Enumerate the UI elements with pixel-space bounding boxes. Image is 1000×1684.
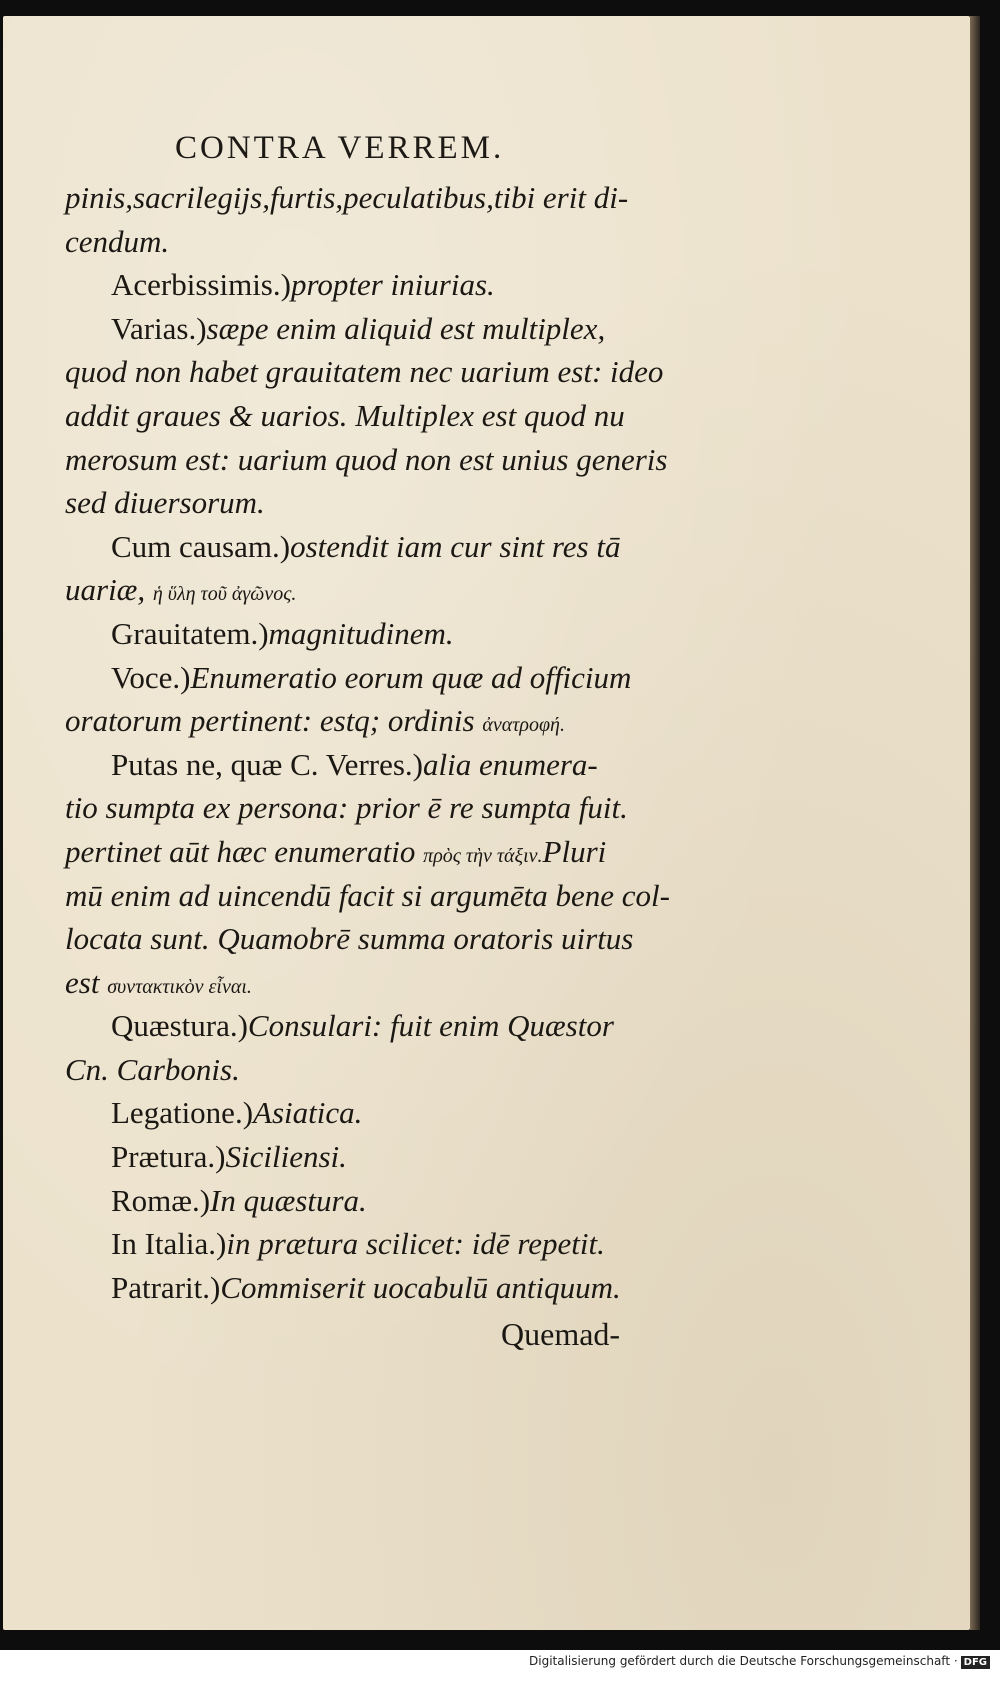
text-line <box>65 1091 705 1135</box>
credit-text: Digitalisierung gefördert durch die Deutsche Forschungsgemeinschaft · <box>529 1654 958 1668</box>
line-text: uariæ, <box>65 572 146 608</box>
line-text: magnitudinem. <box>268 615 454 651</box>
line-text: quod non habet grauitatem nec uarium est: ideo <box>65 354 664 390</box>
line-text: in prætura scilicet: idē repetit. <box>226 1226 605 1262</box>
line-text: mū enim ad uincendū facit si argumēta bene col- <box>65 877 670 913</box>
line-text: sæpe enim aliquid est multiplex, <box>206 310 606 346</box>
running-header: CONTRA VERREM. <box>175 130 505 166</box>
text-line <box>65 350 705 394</box>
text-line <box>65 525 705 569</box>
lemma: Grauitatem.) <box>111 615 269 651</box>
lemma: Acerbissimis.) <box>111 267 291 303</box>
text-line <box>65 438 705 482</box>
text-line <box>65 961 705 1005</box>
text-line <box>65 263 705 307</box>
line-text: addit graues & uarios. Multiplex est quod nu <box>65 397 625 433</box>
lemma: Voce.) <box>111 659 191 695</box>
line-text: cendum. <box>65 223 170 259</box>
text-line <box>65 830 705 874</box>
text-line <box>65 699 705 743</box>
text-line <box>65 917 705 961</box>
greek-phrase: συντακτικὸν εἶναι. <box>107 975 252 998</box>
line-text: Asiatica. <box>253 1095 363 1131</box>
line-text: Consulari: fuit enim Quæstor <box>247 1008 614 1044</box>
book-spine-edge <box>970 16 980 1630</box>
lemma: Legatione.) <box>111 1095 254 1131</box>
line-text: propter iniurias. <box>290 267 495 303</box>
text-line <box>65 743 705 787</box>
line-text: Enumeratio eorum quæ ad officium <box>190 659 632 695</box>
line-text: Cn. Carbonis. <box>65 1051 240 1087</box>
lemma: Putas ne, quæ C. Verres.) <box>111 746 423 782</box>
text-line <box>65 481 705 525</box>
text-line <box>65 176 705 220</box>
lemma: Prætura.) <box>111 1139 226 1175</box>
line-text: In quæstura. <box>210 1182 367 1218</box>
text-line <box>65 394 705 438</box>
text-line <box>65 1179 705 1223</box>
text-line <box>65 1048 705 1092</box>
line-text: alia enumera- <box>422 746 598 782</box>
lemma: Quæstura.) <box>111 1008 248 1044</box>
text-line <box>65 786 705 830</box>
text-line <box>65 1222 705 1266</box>
text-line <box>65 1266 705 1310</box>
line-text: est <box>65 964 100 1000</box>
lemma: Cum causam.) <box>111 528 291 564</box>
line-text: sed diuersorum. <box>65 485 265 521</box>
lemma: In Italia.) <box>111 1226 227 1262</box>
text-line <box>65 656 705 700</box>
book-page <box>3 16 970 1630</box>
line-text: pertinet aūt hæc enumeratio <box>65 833 416 869</box>
line-text-after: Pluri <box>542 833 607 869</box>
catchword: Quemad- <box>501 1316 621 1352</box>
line-text: locata sunt. Quamobrē summa oratoris uirtus <box>65 921 634 957</box>
line-text: oratorum pertinent: estq; ordinis <box>65 703 475 739</box>
text-line <box>65 874 705 918</box>
line-text: ostendit iam cur sint res tā <box>290 528 621 564</box>
line-text: Siciliensi. <box>225 1139 347 1175</box>
text-line <box>65 612 705 656</box>
text-line <box>65 1004 705 1048</box>
greek-phrase: ἀνατροφή. <box>482 714 565 737</box>
line-text: merosum est: uarium quod non est unius generis <box>65 441 668 477</box>
text-line <box>65 568 705 612</box>
greek-phrase: ἡ ὕλη τοῦ ἀγῶνος. <box>152 583 297 606</box>
text-line <box>65 307 705 351</box>
digitization-credit <box>0 1654 990 1669</box>
lemma: Patrarit.) <box>111 1269 221 1305</box>
line-text: tio sumpta ex persona: prior ē re sumpta fuit. <box>65 790 628 826</box>
line-text: Commiserit uocabulū antiquum. <box>220 1269 621 1305</box>
commentary-text <box>65 176 705 1309</box>
text-line <box>65 1135 705 1179</box>
lemma: Varias.) <box>111 310 207 346</box>
lemma: Romæ.) <box>111 1182 211 1218</box>
dfg-logo: DFG <box>961 1656 990 1669</box>
line-text: pinis,sacrilegijs,furtis,peculatibus,tibi erit di- <box>65 180 629 215</box>
greek-phrase: πρὸς τὴν τάξιν. <box>423 844 543 867</box>
text-line <box>65 220 705 264</box>
